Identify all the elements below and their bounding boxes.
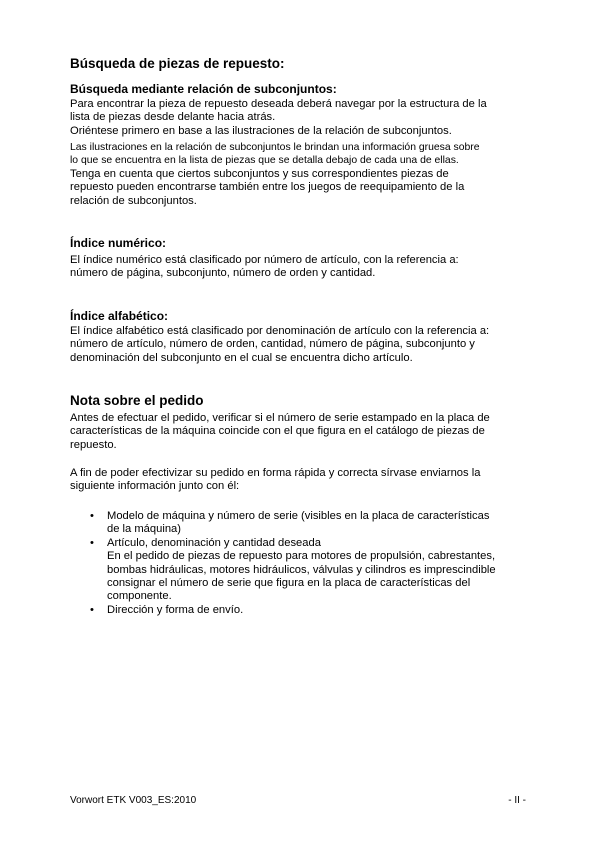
text-line: Modelo de máquina y número de serie (visibles en la placa de características [107, 510, 490, 522]
text-line: El índice alfabético está clasificado por denominación de artículo con la referencia a: [70, 325, 490, 337]
list-item [70, 537, 530, 604]
list-item [70, 510, 530, 537]
text-line: Antes de efectuar el pedido, verificar si el número de serie estampado en la placa de [70, 412, 490, 424]
footer-document-id: Vorwort ETK V003_ES:2010 [70, 795, 197, 806]
text-line: denominación del subconjunto en el cual se encuentra dicho artículo. [70, 351, 413, 364]
nota-paragraph-1 [70, 412, 530, 452]
text-line: En el pedido de piezas de repuesto para motores de propulsión, cabrestantes, [107, 550, 496, 563]
busqueda-paragraph-2 [70, 168, 530, 208]
list-item [70, 604, 530, 617]
text-line: Oriéntese primero en base a las ilustraciones de la relación de subconjuntos. [70, 124, 452, 137]
text-line: lista de piezas desde delante hacia atrás. [70, 111, 276, 124]
text-line: Para encontrar la pieza de repuesto deseada deberá navegar por la estructura de la [70, 98, 487, 110]
indice-alfabetico-title: Índice alfabético: [70, 309, 169, 323]
text-line: número de artículo, número de orden, cantidad, número de página, subconjunto y [70, 338, 475, 351]
text-line: repuesto pueden encontrarse también entre los juegos de reequipamiento de la [70, 181, 465, 194]
text-line: Las ilustraciones en la relación de subconjuntos le brindan una información gruesa sobre [70, 142, 480, 153]
text-line: A fin de poder efectivizar su pedido en forma rápida y correcta sírvase enviarnos la [70, 467, 481, 479]
indice-numerico-title: Índice numérico: [70, 236, 167, 250]
text-line: consignar el número de serie que figura en la placa de características del [107, 577, 471, 590]
text-line: componente. [107, 590, 172, 603]
indice-alfabetico-paragraph [70, 325, 530, 365]
text-line: siguiente información junto con él: [70, 480, 240, 493]
bullet-icon: • [90, 536, 94, 549]
text-line: repuesto. [70, 438, 117, 451]
text-line: Dirección y forma de envío. [107, 603, 244, 616]
indice-numerico-paragraph [70, 254, 530, 281]
text-line: de la máquina) [107, 523, 182, 536]
nota-title: Nota sobre el pedido [70, 393, 204, 408]
busqueda-subtitle: Búsqueda mediante relación de subconjuntos: [70, 82, 337, 96]
text-line: características de la máquina coincide con el que figura en el catálogo de piezas de [70, 425, 485, 438]
order-info-list [70, 510, 530, 617]
text-line: número de página, subconjunto, número de orden y cantidad. [70, 267, 376, 280]
text-line: relación de subconjuntos. [70, 194, 197, 207]
text-line: lo que se encuentra en la lista de piezas que se detalla debajo de cada una de ellas. [70, 155, 459, 167]
footer-page-number: - II - [508, 795, 526, 806]
bullet-icon: • [90, 603, 94, 616]
bullet-icon: • [90, 510, 94, 522]
text-line: Artículo, denominación y cantidad deseada [107, 536, 321, 549]
text-line: El índice numérico está clasificado por número de artículo, con la referencia a: [70, 254, 459, 266]
nota-paragraph-2 [70, 467, 530, 494]
text-line: bombas hidráulicas, motores hidráulicos, válvulas y cilindros es imprescindible [107, 563, 496, 576]
busqueda-title: Búsqueda de piezas de repuesto: [70, 56, 285, 71]
text-line: Tenga en cuenta que ciertos subconjuntos y sus correspondientes piezas de [70, 168, 449, 180]
busqueda-small-paragraph [70, 141, 530, 168]
busqueda-paragraph [70, 98, 530, 138]
